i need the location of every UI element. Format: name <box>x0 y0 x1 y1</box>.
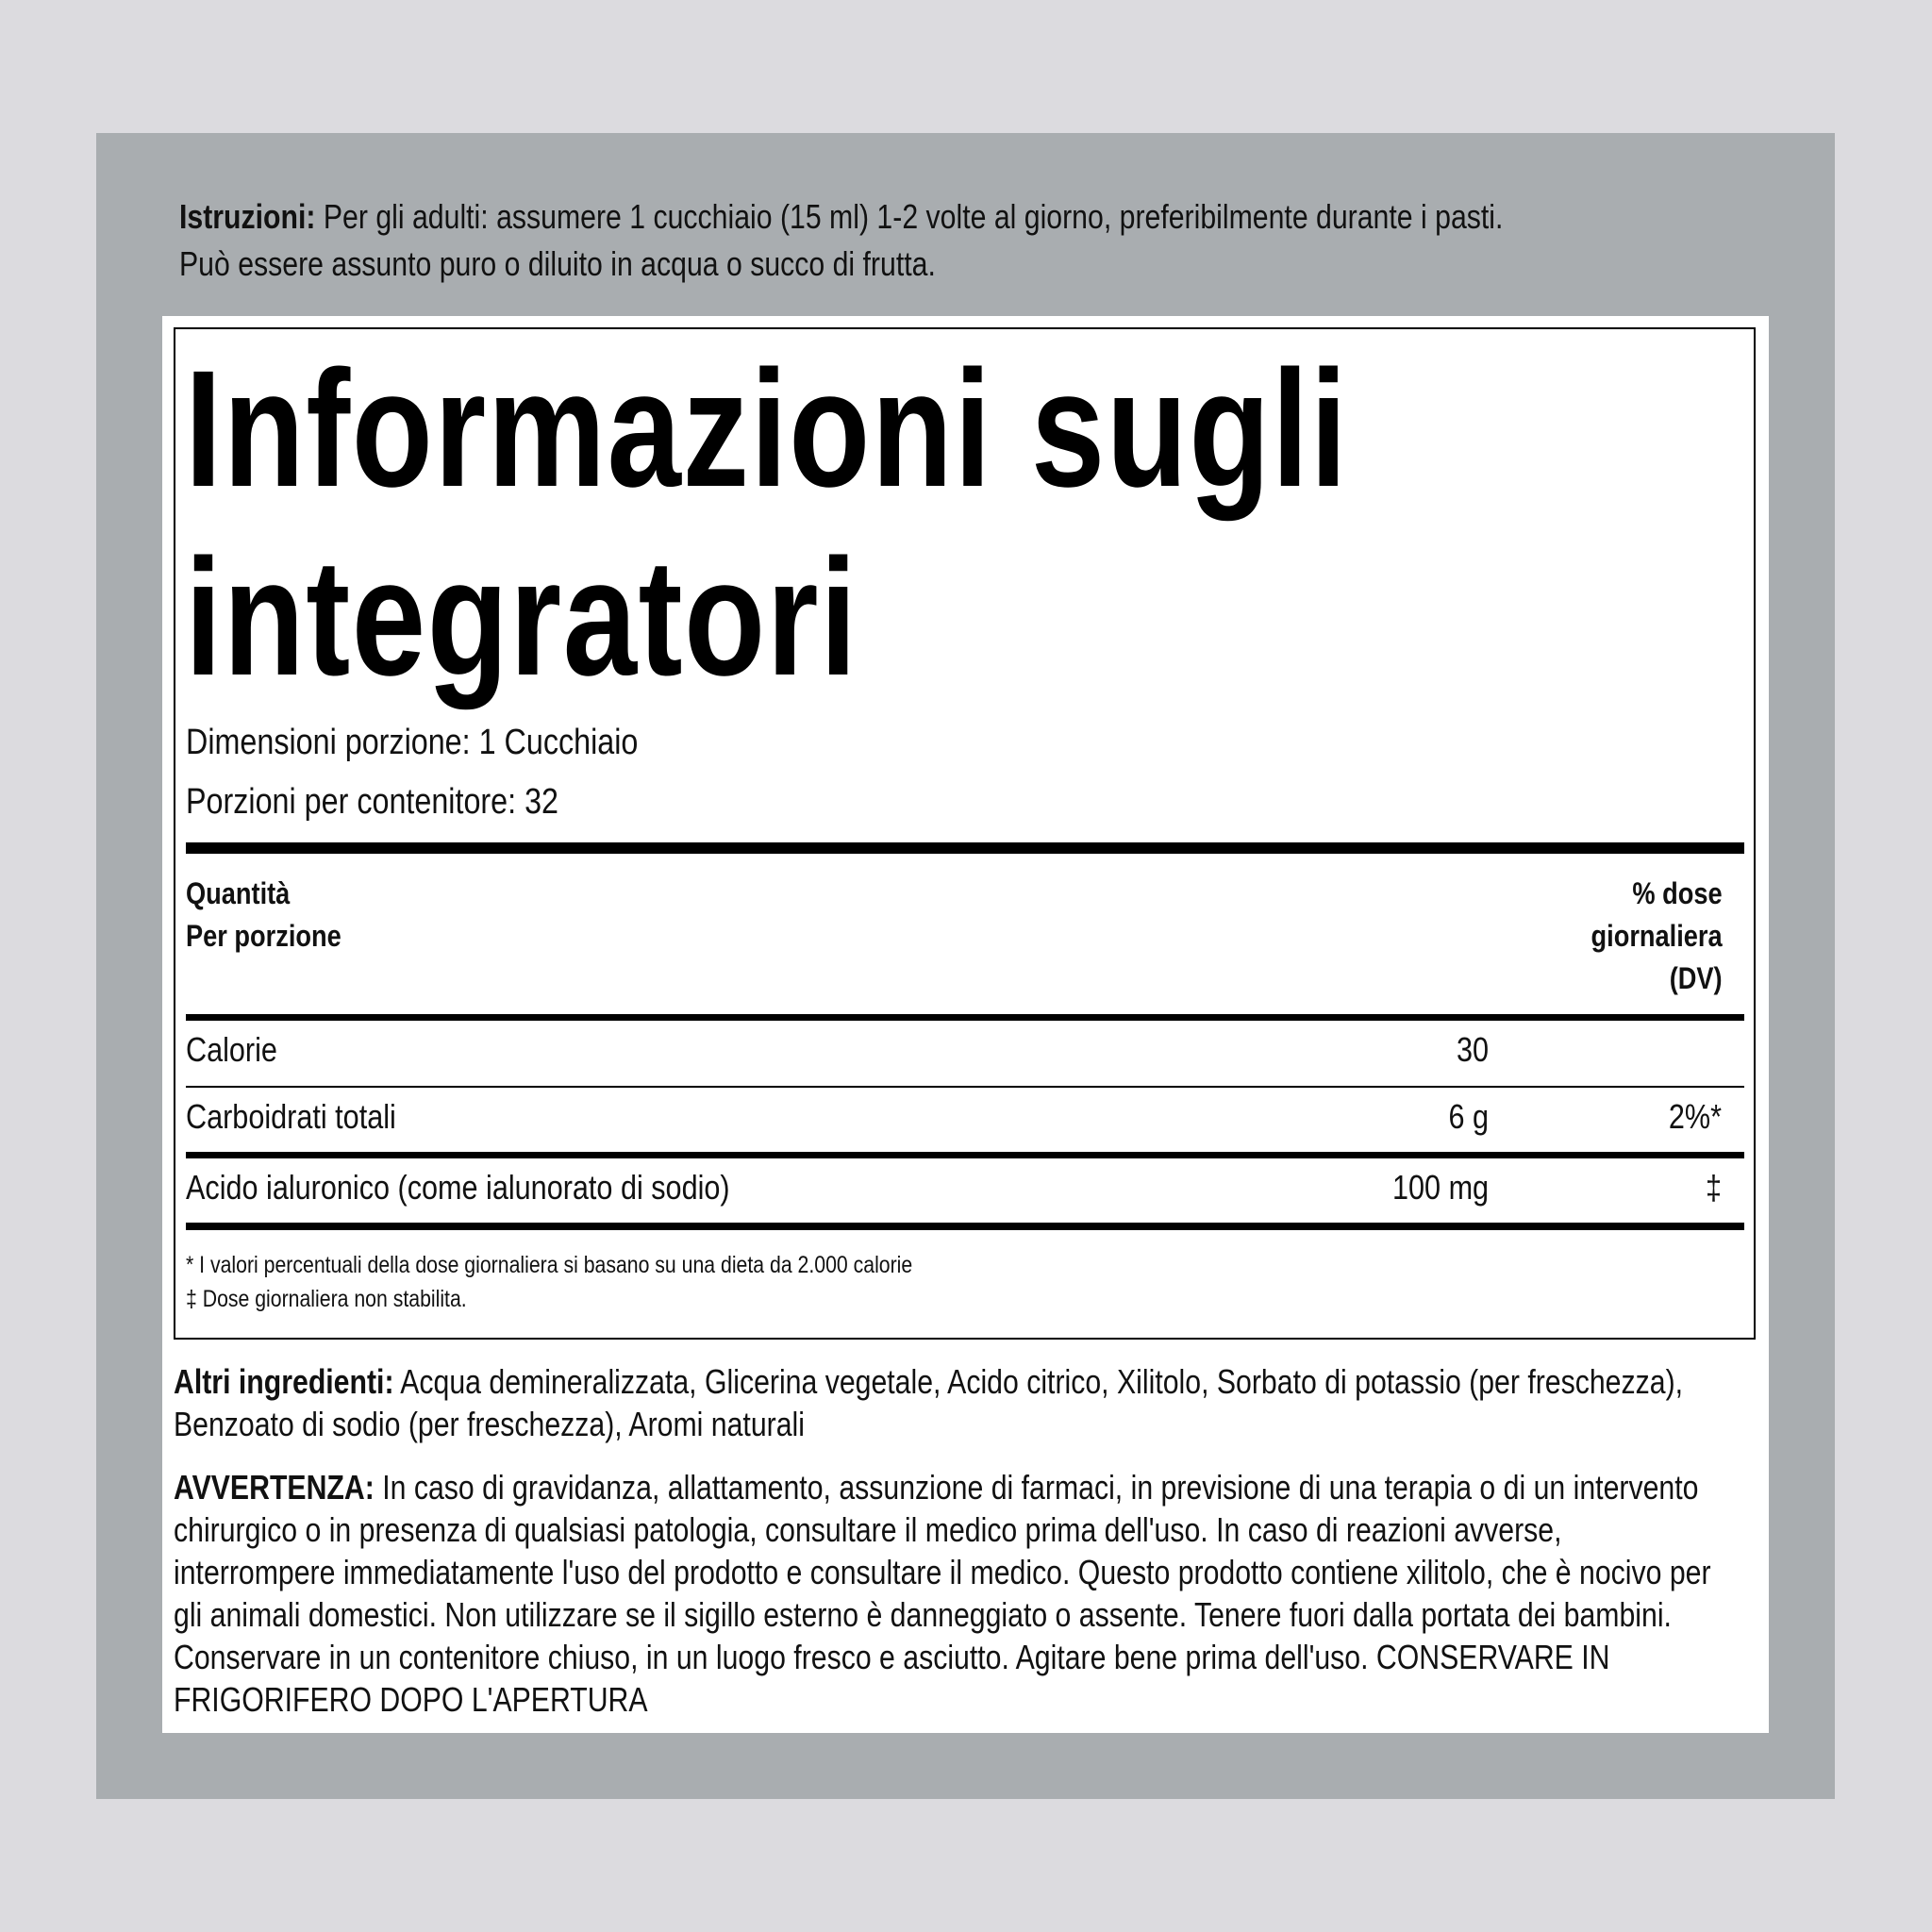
nutrient-dv: ‡ <box>1705 1168 1722 1207</box>
nutrient-amount: 30 <box>1456 1030 1489 1069</box>
nutrient-row <box>186 1093 1722 1141</box>
thick-divider <box>186 1223 1744 1230</box>
other-ingredients <box>174 1360 1726 1445</box>
nutrient-row <box>186 1026 1722 1074</box>
daily-value-header <box>1591 873 1723 1000</box>
nutrient-name: Calorie <box>186 1030 277 1069</box>
nutrient-amount: 6 g <box>1448 1097 1489 1136</box>
serving-size: Dimensioni porzione: 1 Cucchiaio <box>186 723 639 762</box>
other-ingredients-text: Acqua demineralizzata, Glicerina vegetale, Acido citrico, Xilitolo, Sorbato di potassio (per freschezza), Benzoato di sodio (per freschezza), Aromi naturali <box>174 1362 1684 1443</box>
medium-divider <box>186 1152 1744 1158</box>
directions-text <box>179 193 1526 288</box>
thin-divider <box>186 1086 1744 1088</box>
nutrient-row <box>186 1164 1722 1211</box>
header-dv-2: giornaliera <box>1591 919 1723 953</box>
amount-per-serving-header <box>186 873 341 958</box>
directions-label: Istruzioni: <box>179 197 316 236</box>
medium-divider <box>186 1014 1744 1021</box>
directions-body: Per gli adulti: assumere 1 cucchiaio (15 ml) 1-2 volte al giorno, preferibilmente durante i pasti. Può essere assunto puro o diluito in acqua o succo di frutta. <box>179 197 1504 283</box>
warning-label: AVVERTENZA: <box>174 1468 375 1507</box>
warning-text: In caso di gravidanza, allattamento, assunzione di farmaci, in previsione di una terapia o di un intervento chirurgico o in presenza di qualsiasi patologia, consultare il medico prima dell'uso. In caso di reazioni avverse, interrompere immediatamente l'uso del prodotto e consultare il medico. Questo prodotto contiene xilitolo, che è nocivo per gli animali domestici. Non utilizzare se il sigillo esterno è danneggiato o assente. Tenere fuori dalla portata dei bambini. Conservare in un contenitore chiuso, in un luogo fresco e asciutto. Agitare bene prima dell'uso. CONSERVARE IN FRIGORIFERO DOPO L'APERTURA <box>174 1468 1711 1719</box>
thick-divider <box>186 842 1744 854</box>
header-dv-3: (DV) <box>1670 961 1723 995</box>
nutrient-name: Carboidrati totali <box>186 1097 396 1136</box>
nutrient-amount: 100 mg <box>1391 1168 1489 1207</box>
nutrient-name: Acido ialuronico (come ialunorato di sodio) <box>186 1168 730 1207</box>
header-per-serving: Per porzione <box>186 919 341 953</box>
footnote-not-established: ‡ Dose giornaliera non stabilita. <box>186 1286 467 1312</box>
header-quantity: Quantità <box>186 876 291 910</box>
nutrient-dv: 2%* <box>1668 1097 1722 1136</box>
facts-title: Informazioni sugli integratori <box>185 337 1349 710</box>
footnote-daily-value: * I valori percentuali della dose giornaliera si basano su una dieta da 2.000 calorie <box>186 1252 913 1278</box>
servings-per-container: Porzioni per contenitore: 32 <box>186 782 559 822</box>
header-dv-1: % dose <box>1632 876 1723 910</box>
warning <box>174 1466 1726 1721</box>
other-ingredients-label: Altri ingredienti: <box>174 1362 394 1401</box>
